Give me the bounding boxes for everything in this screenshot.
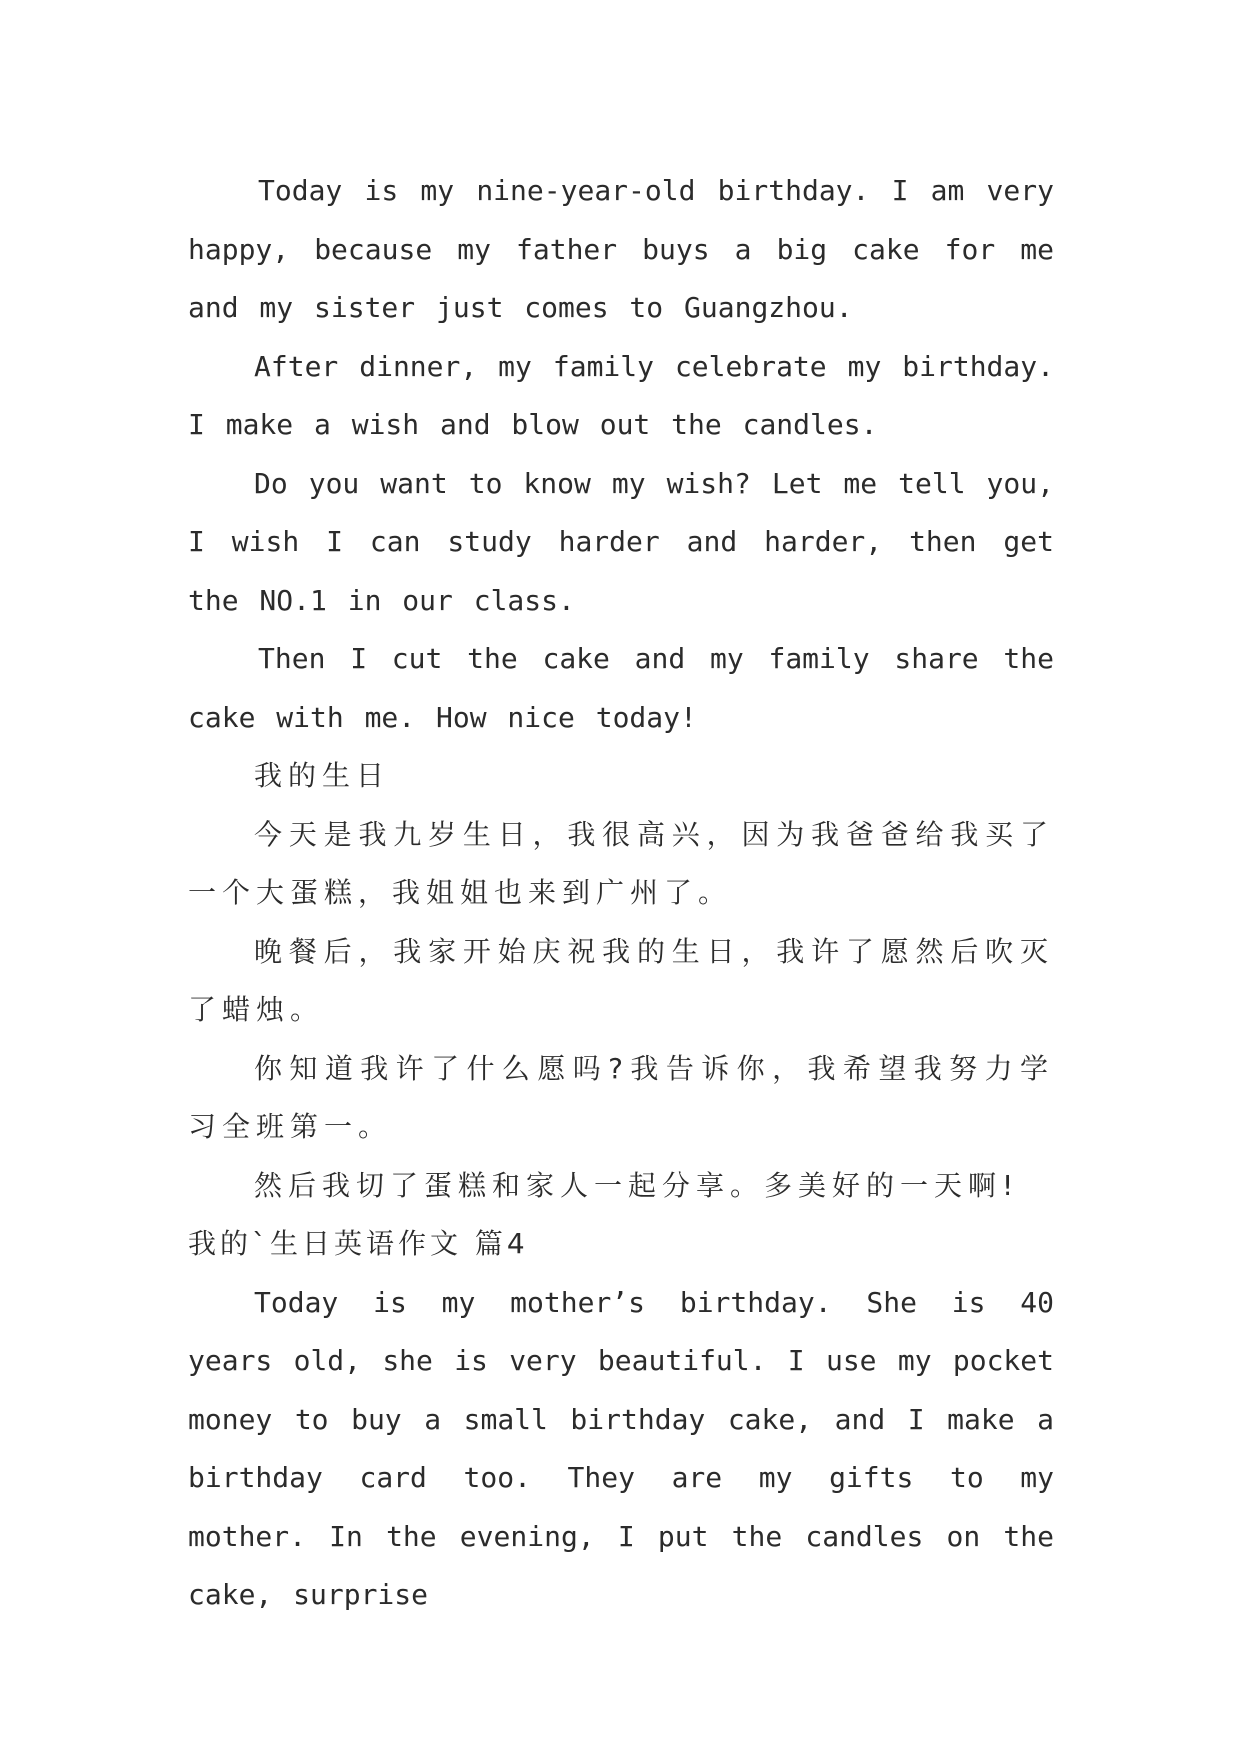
chinese-title: 我的生日 (254, 759, 391, 792)
document-body (188, 162, 1054, 1625)
chinese-paragraph-2: 晚餐后，我家开始庆祝我的生日，我许了愿然后吹灭了蜡烛。 (188, 934, 1054, 1026)
section-heading: 我的`生日英语作文 篇4 (188, 1227, 529, 1260)
english-paragraph-2: After dinner, my family celebrate my birthday. I make a wish and blow out the candles. (188, 349, 1054, 441)
english-paragraph-1: Today is my nine-year-old birthday. I am very happy, because my father buys a big cake for me and my sister just comes to Guangzhou. (188, 174, 1054, 324)
english-paragraph-5: Today is my mother’s birthday. She is 40 years old, she is very beautiful. I use my pocket money to buy a small birthday cake, and I make a birthday card too. They are my gifts to my mother. In the evening, I put the candles on the cake, surprise (188, 1285, 1054, 1611)
english-paragraph-4: Then I cut the cake and my family share the cake with me. How nice today! (188, 642, 1054, 734)
chinese-paragraph-3: 你知道我许了什么愿吗?我告诉你，我希望我努力学习全班第一。 (188, 1051, 1054, 1143)
english-paragraph-3: Do you want to know my wish? Let me tell you, I wish I can study harder and harder, then get the NO.1 in our class. (188, 466, 1054, 617)
chinese-paragraph-4: 然后我切了蛋糕和家人一起分享。多美好的一天啊! (254, 1168, 1020, 1202)
chinese-paragraph-1: 今天是我九岁生日，我很高兴，因为我爸爸给我买了一个大蛋糕，我姐姐也来到广州了。 (188, 817, 1054, 909)
